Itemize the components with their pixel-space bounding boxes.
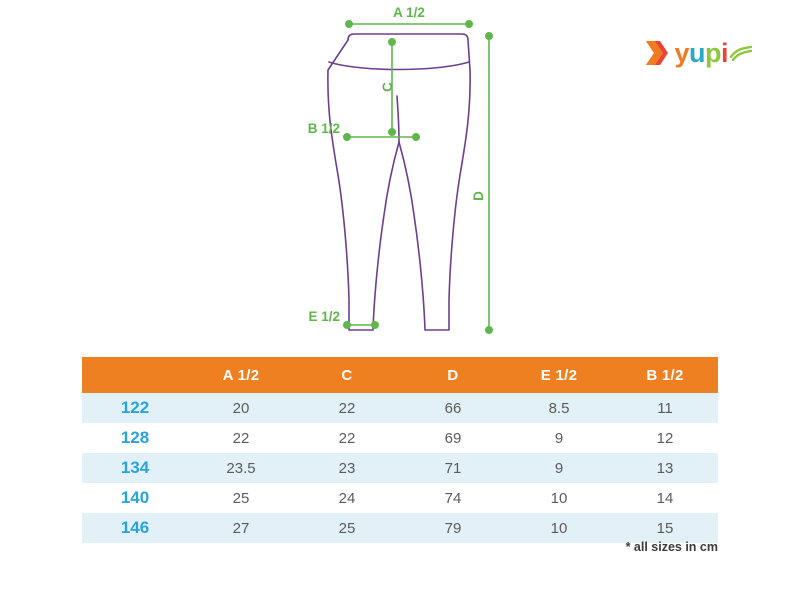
cell-128-d: 69 bbox=[400, 423, 506, 453]
cell-140-c: 24 bbox=[294, 483, 400, 513]
cell-134-e-half: 9 bbox=[506, 453, 612, 483]
table-row bbox=[82, 483, 718, 513]
table-header-row bbox=[82, 357, 718, 393]
cell-128-a-half: 22 bbox=[188, 423, 294, 453]
logo-letter-p: p bbox=[704, 37, 721, 68]
logo-letter-y: y bbox=[674, 37, 689, 68]
cell-134-b-half: 13 bbox=[612, 453, 718, 483]
cell-146-d: 79 bbox=[400, 513, 506, 543]
cell-122-e-half: 8.5 bbox=[506, 393, 612, 423]
cell-134-a-half: 23.5 bbox=[188, 453, 294, 483]
label-c: C bbox=[380, 82, 395, 92]
label-a-half: A 1/2 bbox=[393, 5, 425, 20]
cell-128-e-half: 9 bbox=[506, 423, 612, 453]
cell-128-c: 22 bbox=[294, 423, 400, 453]
leggings-outline-icon bbox=[328, 34, 470, 330]
cell-122-a-half: 20 bbox=[188, 393, 294, 423]
cell-146-b-half: 15 bbox=[612, 513, 718, 543]
label-d: D bbox=[471, 191, 486, 201]
table-body bbox=[82, 393, 718, 543]
cell-140-a-half: 25 bbox=[188, 483, 294, 513]
table-header-d: D bbox=[400, 357, 506, 393]
cell-140-d: 74 bbox=[400, 483, 506, 513]
row-size-140: 140 bbox=[82, 483, 188, 513]
table-header-e-half: E 1/2 bbox=[506, 357, 612, 393]
cell-140-e-half: 10 bbox=[506, 483, 612, 513]
table-row bbox=[82, 423, 718, 453]
logo-letter-u: u bbox=[688, 37, 705, 68]
table-header-c: C bbox=[294, 357, 400, 393]
cell-146-c: 25 bbox=[294, 513, 400, 543]
row-size-146: 146 bbox=[82, 513, 188, 543]
cell-122-b-half: 11 bbox=[612, 393, 718, 423]
table-row bbox=[82, 453, 718, 483]
table-head bbox=[82, 357, 718, 393]
cell-122-d: 66 bbox=[400, 393, 506, 423]
logo-letter-i: i bbox=[720, 37, 728, 68]
table-header-a-half: A 1/2 bbox=[188, 357, 294, 393]
table-row bbox=[82, 393, 718, 423]
label-b-half: B 1/2 bbox=[307, 121, 340, 136]
table-header-b-half: B 1/2 bbox=[612, 357, 718, 393]
cell-128-b-half: 12 bbox=[612, 423, 718, 453]
table-corner-cell bbox=[82, 357, 188, 393]
size-table bbox=[82, 357, 718, 543]
row-size-134: 134 bbox=[82, 453, 188, 483]
cell-134-c: 23 bbox=[294, 453, 400, 483]
units-footnote: * all sizes in cm bbox=[625, 540, 718, 554]
cell-122-c: 22 bbox=[294, 393, 400, 423]
row-size-122: 122 bbox=[82, 393, 188, 423]
row-size-128: 128 bbox=[82, 423, 188, 453]
cell-146-a-half: 27 bbox=[188, 513, 294, 543]
cell-146-e-half: 10 bbox=[506, 513, 612, 543]
label-e-half: E 1/2 bbox=[308, 309, 340, 324]
cell-140-b-half: 14 bbox=[612, 483, 718, 513]
table-row bbox=[82, 513, 718, 543]
cell-134-d: 71 bbox=[400, 453, 506, 483]
